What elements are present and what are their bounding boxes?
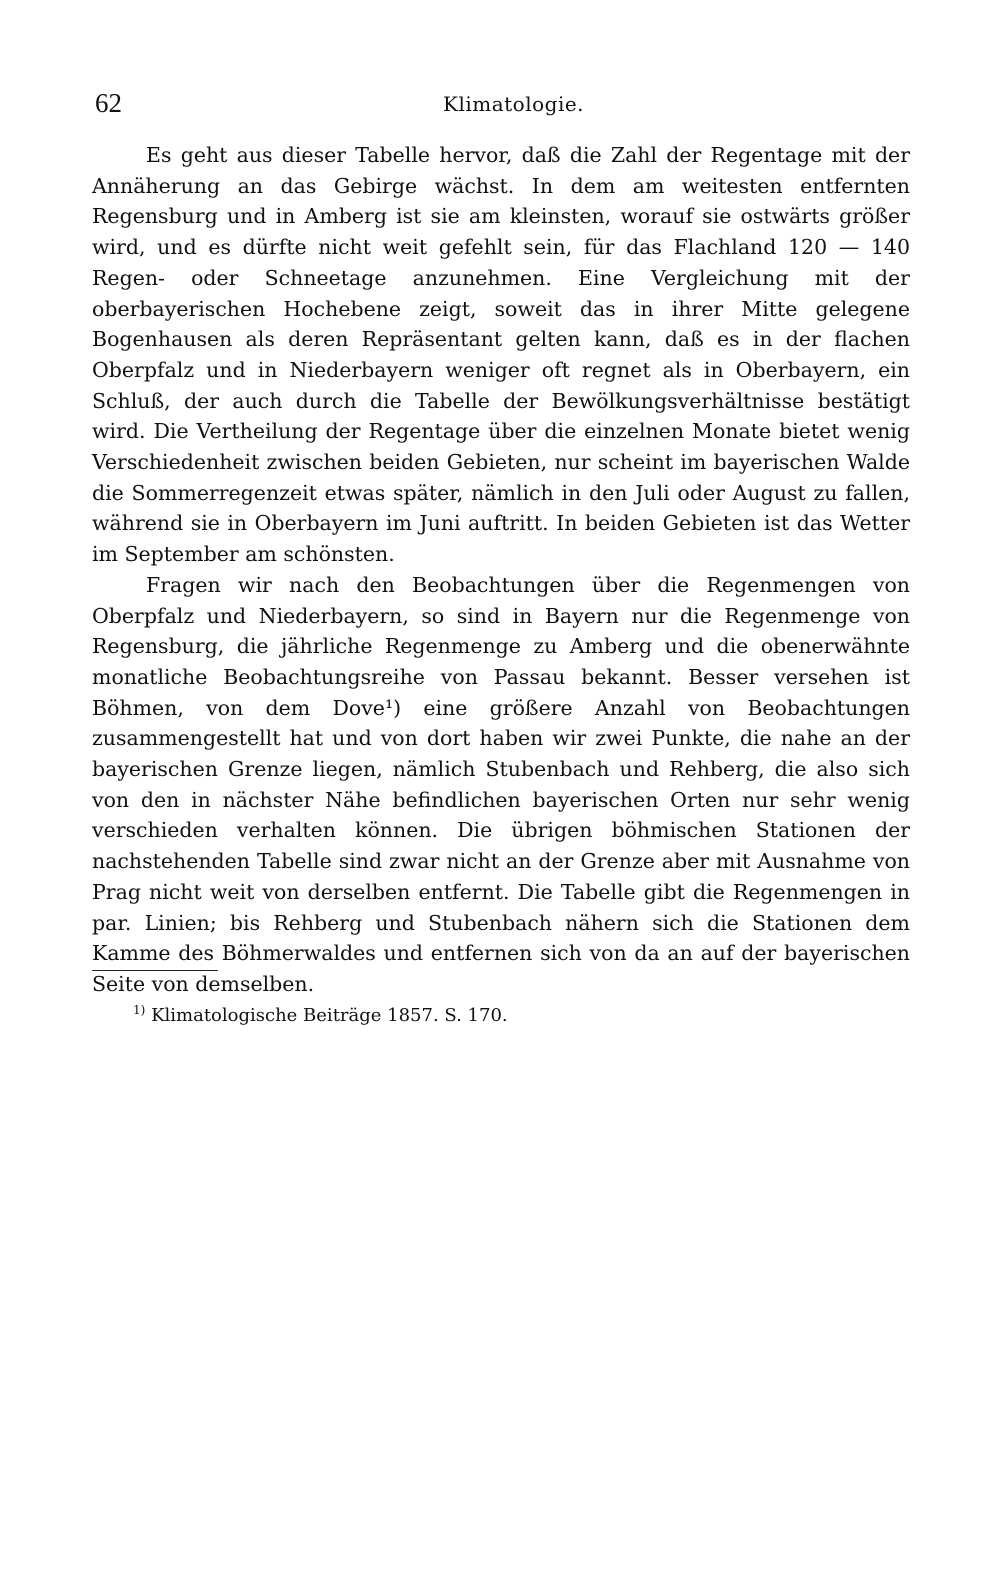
- footnote-marker: 1): [133, 1003, 146, 1017]
- paragraph: Es geht aus dieser Tabelle hervor, daß die Zahl der Regentage mit der Annäherung an das Gebirge wächst. In dem am weitesten entfernten Regensburg und in Amberg ist sie am kleinsten, worauf sie ostwärts größer wird, und es dürfte nicht weit gefehlt sein, für das Flachland 120 — 140 Regen- oder Schneetage anzunehmen. Eine Vergleichung mit der oberbayerischen Hochebene zeigt, soweit das in ihrer Mitte gelegene Bogenhausen als deren Repräsentant gelten kann, daß es in der flachen Oberpfalz und in Niederbayern weniger oft regnet als in Oberbayern, ein Schluß, der auch durch die Tabelle der Bewölkungsverhältnisse bestätigt wird. Die Vertheilung der Regentage über die einzelnen Monate bietet wenig Verschiedenheit zwischen beiden Gebieten, nur scheint im bayerischen Walde die Sommerregenzeit etwas später, nämlich in den Juli oder August zu fallen, während sie in Oberbayern im Juni auftritt. In beiden Gebieten ist das Wetter im September am schönsten.: [92, 143, 910, 567]
- footnote-text: Klimatologische Beiträge 1857. S. 170.: [151, 1005, 508, 1026]
- footnote-divider: [92, 970, 218, 971]
- page-header: [95, 88, 910, 128]
- body-text: [92, 140, 910, 1000]
- footnote: [133, 997, 833, 1029]
- paragraph: Fragen wir nach den Beobachtungen über die Regenmengen von Oberpfalz und Niederbayern, so sind in Bayern nur die Regenmenge von Regensburg, die jährliche Regenmenge zu Amberg und die obenerwähnte monatliche Beobachtungsreihe von Passau bekannt. Besser versehen ist Böhmen, von dem Dove¹) eine größere Anzahl von Beobachtungen zusammengestellt hat und von dort haben wir zwei Punkte, die nahe an der bayerischen Grenze liegen, nämlich Stubenbach und Rehberg, die also sich von den in nächster Nähe befindlichen bayerischen Orten nur sehr wenig verschieden verhalten können. Die übrigen böhmischen Stationen der nachstehenden Tabelle sind zwar nicht an der Grenze aber mit Ausnahme von Prag nicht weit von derselben entfernt. Die Tabelle gibt die Regenmengen in par. Linien; bis Rehberg und Stubenbach nähern sich die Stationen dem Kamme des Böhmerwaldes und entfernen sich von da an auf der bayerischen Seite von demselben.: [92, 572, 910, 996]
- running-head: Klimatologie.: [443, 92, 585, 116]
- page-number: 62: [95, 88, 122, 118]
